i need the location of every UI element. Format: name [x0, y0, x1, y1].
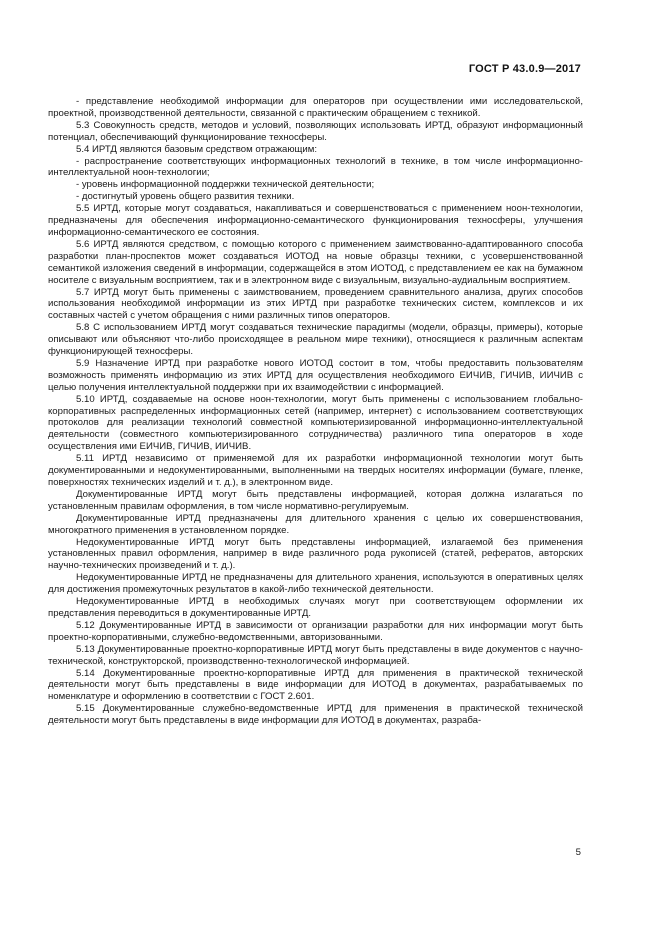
paragraph: 5.11 ИРТД независимо от применяемой для их разработки информационной технологии могут быть документированными и недокументированными, выполненными на твердых носителях информации (бумаге, пленке, поверхностях технических изделий и т. д.), в электронном виде. — [48, 453, 583, 488]
paragraph: 5.6 ИРТД являются средством, с помощью которого с применением заимствованно-адаптированного способа разработки план-проспектов может создаваться ИОТОД на новые образцы техники, с усовершенствованной семантикой изложения сведений в информации, содержащейся в этом ИОТОД, с представлением ее как на бумажном носителе с визуальным восприятием, так и в электронном виде с визуальным, визуально-аудиальным восприятием. — [48, 238, 583, 286]
paragraph: - достигнутый уровень общего развития техники. — [76, 191, 295, 203]
paragraph: 5.7 ИРТД могут быть применены с заимствованием, проведением сравнительного анализа, других способов использования необходимой информации из этих ИРТД при разработке технических систем, комплексов и их составных частей с учетом обращения с ними различных типов операторов. — [48, 286, 583, 322]
paragraph: 5.8 С использованием ИРТД могут создаваться технические парадигмы (модели, образцы, примеры), которые описывают или объясняют что-либо происходящее в реальном мире техники), относящиеся к различным аспектам функционирующей техносферы. — [48, 322, 583, 358]
document-header: ГОСТ Р 43.0.9—2017 — [468, 63, 581, 75]
paragraph: 5.9 Назначение ИРТД при разработке нового ИОТОД состоит в том, чтобы предоставить пользователям возможность применять информацию из этих ИРТД для осуществления необходимого ЕИЧИВ, ГИЧИВ, ИИЧИВ с целью получения интеллектуальной поддержки при их взаимодействии с информацией. — [48, 357, 583, 393]
paragraph: 5.3 Совокупность средств, методов и условий, позволяющих использовать ИРТД, образуют информационный потенциал, обеспечивающий функционирование техносферы. — [48, 119, 583, 143]
paragraph: 5.14 Документированные проектно-корпоративные ИРТД для применения в практической технической деятельности могут быть представлены в виде информации для ИОТОД в документах, разрабатываемых по номенклатуре и оформлению в соответствии с ГОСТ 2.601. — [48, 667, 583, 703]
paragraph: 5.15 Документированные служебно-ведомственные ИРТД для применения в практической технической деятельности могут быть представлены в виде информации для ИОТОД в документах, разраба- — [48, 703, 583, 727]
paragraph: 5.5 ИРТД, которые могут создаваться, накапливаться и совершенствоваться с применением ноон-технологии, предназначены для обеспечения информационно-семантического функционирования техносферы, улучшения информационно-семантического ее состояния. — [48, 203, 583, 238]
paragraph: 5.12 Документированные ИРТД в зависимости от организации разработки для них информации могут быть проектно-корпоративными, служебно-ведомственными, авторизованными. — [48, 619, 583, 643]
paragraph: Недокументированные ИРТД не предназначены для длительного хранения, используются в оперативных целях для достижения промежуточных результатов в какой-либо технической деятельности. — [48, 572, 583, 596]
paragraph: - представление необходимой информации для операторов при осуществлении ими исследовательской, проектной, производственной деятельности, связанной с практическим обращением с техникой. — [48, 96, 583, 119]
paragraph: 5.4 ИРТД являются базовым средством отражающим: — [76, 143, 318, 155]
paragraph: Документированные ИРТД могут быть представлены информацией, которая должна излагаться по установленным правилам оформления, в том числе нормативно-регулируемым. — [48, 488, 583, 512]
paragraph: Недокументированные ИРТД могут быть представлены информацией, излагаемой без применения установленных правил оформления, например в виде различного рода рукописей (статей, рефератов, авторских научно-технических произведений и т. д.). — [48, 536, 583, 572]
page-number: 5 — [575, 847, 581, 858]
paragraph: 5.13 Документированные проектно-корпоративные ИРТД могут быть представлены в виде документов с научно-технической, конструкторской, производственно-технологической информацией. — [48, 643, 583, 667]
paragraph: Недокументированные ИРТД в необходимых случаях могут при соответствующем оформлении их представления переводиться в документированные ИРТД. — [48, 596, 583, 619]
document-body — [48, 96, 583, 727]
paragraph: - распространение соответствующих информационных технологий в технике, в том числе информационно-интеллектуальной ноон-технологии; — [48, 155, 583, 179]
paragraph: - уровень информационной поддержки технической деятельности; — [76, 179, 375, 191]
paragraph: 5.10 ИРТД, создаваемые на основе ноон-технологии, могут быть применены с использованием глобально-корпоративных распределенных информационных сетей (например, интернет) с использованием соответствующих протоколов для реализации технологий совместной компьютеризированной информационно-интеллектуальной деятельности (совместного компьютеризированного сотрудничества) различного типа операторов в ходе осуществления ими ЕИЧИВ, ГИЧИВ, ИИЧИВ. — [48, 393, 583, 453]
paragraph: Документированные ИРТД предназначены для длительного хранения с целью их совершенствования, многократного применения в установленном порядке. — [48, 512, 583, 536]
